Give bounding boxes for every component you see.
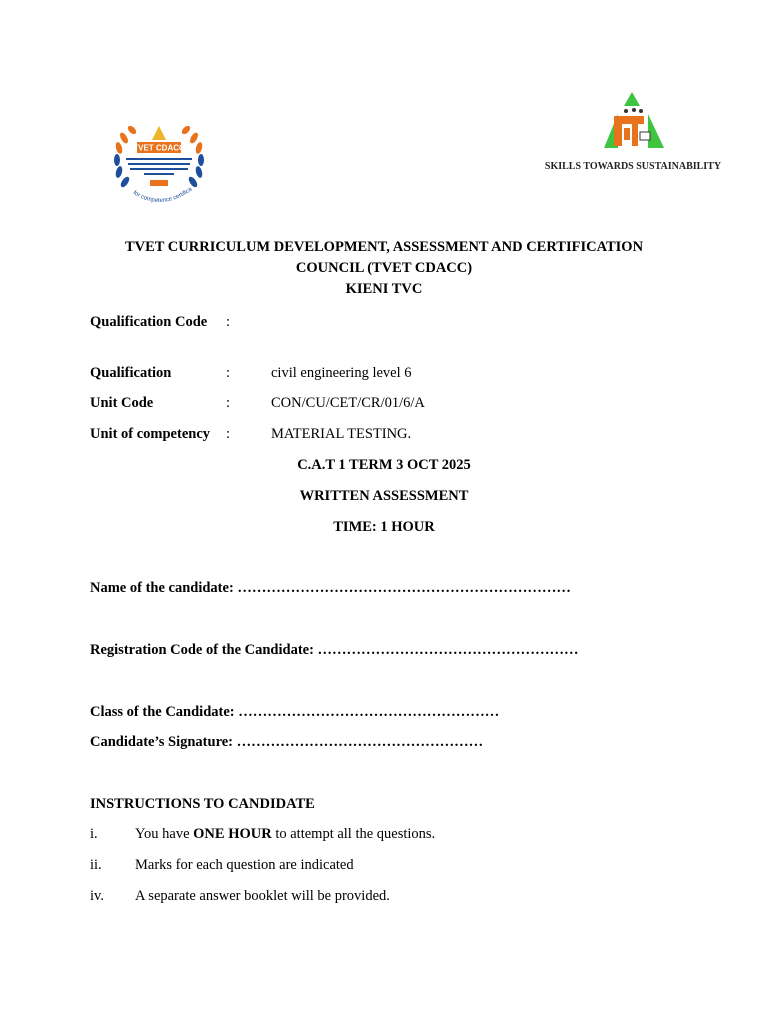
unit-code-label: Unit Code xyxy=(90,395,154,411)
instruction-number: ii. xyxy=(90,857,102,873)
instructions-heading: INSTRUCTIONS TO CANDIDATE xyxy=(90,796,315,812)
svg-text:SKILLS TOWARDS SUSTAINABILITY: SKILLS TOWARDS SUSTAINABILITY xyxy=(544,161,722,172)
header-line-2: COUNCIL (TVET CDACC) xyxy=(295,260,473,276)
instruction-item: Marks for each question are indicated xyxy=(135,857,354,873)
qualification-code-label: Qualification Code xyxy=(90,314,208,330)
unit-of-competency-value: MATERIAL TESTING. xyxy=(271,426,412,442)
unit-code-value: CON/CU/CET/CR/01/6/A xyxy=(271,395,425,411)
colon: : xyxy=(226,426,231,442)
assessment-type: WRITTEN ASSESSMENT xyxy=(299,488,469,504)
instruction-number: i. xyxy=(90,826,98,842)
colon: : xyxy=(226,395,231,411)
svg-text:for competence certification: for competence certifica xyxy=(131,186,194,205)
candidate-signature-field: Candidate’s Signature: …………………………………………… xyxy=(90,734,484,750)
colon: : xyxy=(226,314,231,330)
colon: : xyxy=(226,365,231,381)
exam-time: TIME: 1 HOUR xyxy=(333,519,435,535)
qualification-value: civil engineering level 6 xyxy=(271,365,412,381)
qualification-label: Qualification xyxy=(90,365,172,381)
kieni-tvc-logo xyxy=(544,92,722,178)
candidate-name-field: Name of the candidate: …………………………………………………………… xyxy=(90,580,571,596)
candidate-class-field: Class of the Candidate: ……………………………………………… xyxy=(90,704,500,720)
instruction-item: A separate answer booklet will be provided. xyxy=(135,888,390,904)
tvet-cdacc-logo xyxy=(110,118,208,210)
svg-text:TVET CDACC: TVET CDACC xyxy=(133,143,185,153)
cat-title: C.A.T 1 TERM 3 OCT 2025 xyxy=(297,457,471,473)
unit-of-competency-label: Unit of competency xyxy=(90,426,211,442)
header-line-3: KIENI TVC xyxy=(345,281,423,297)
instruction-number: iv. xyxy=(90,888,104,904)
header-line-1: TVET CURRICULUM DEVELOPMENT, ASSESSMENT AND CERTIFICATION xyxy=(124,239,644,255)
instruction-item: You have ONE HOUR to attempt all the questions. xyxy=(135,826,436,842)
registration-code-field: Registration Code of the Candidate: ……………………………………………… xyxy=(90,642,579,658)
